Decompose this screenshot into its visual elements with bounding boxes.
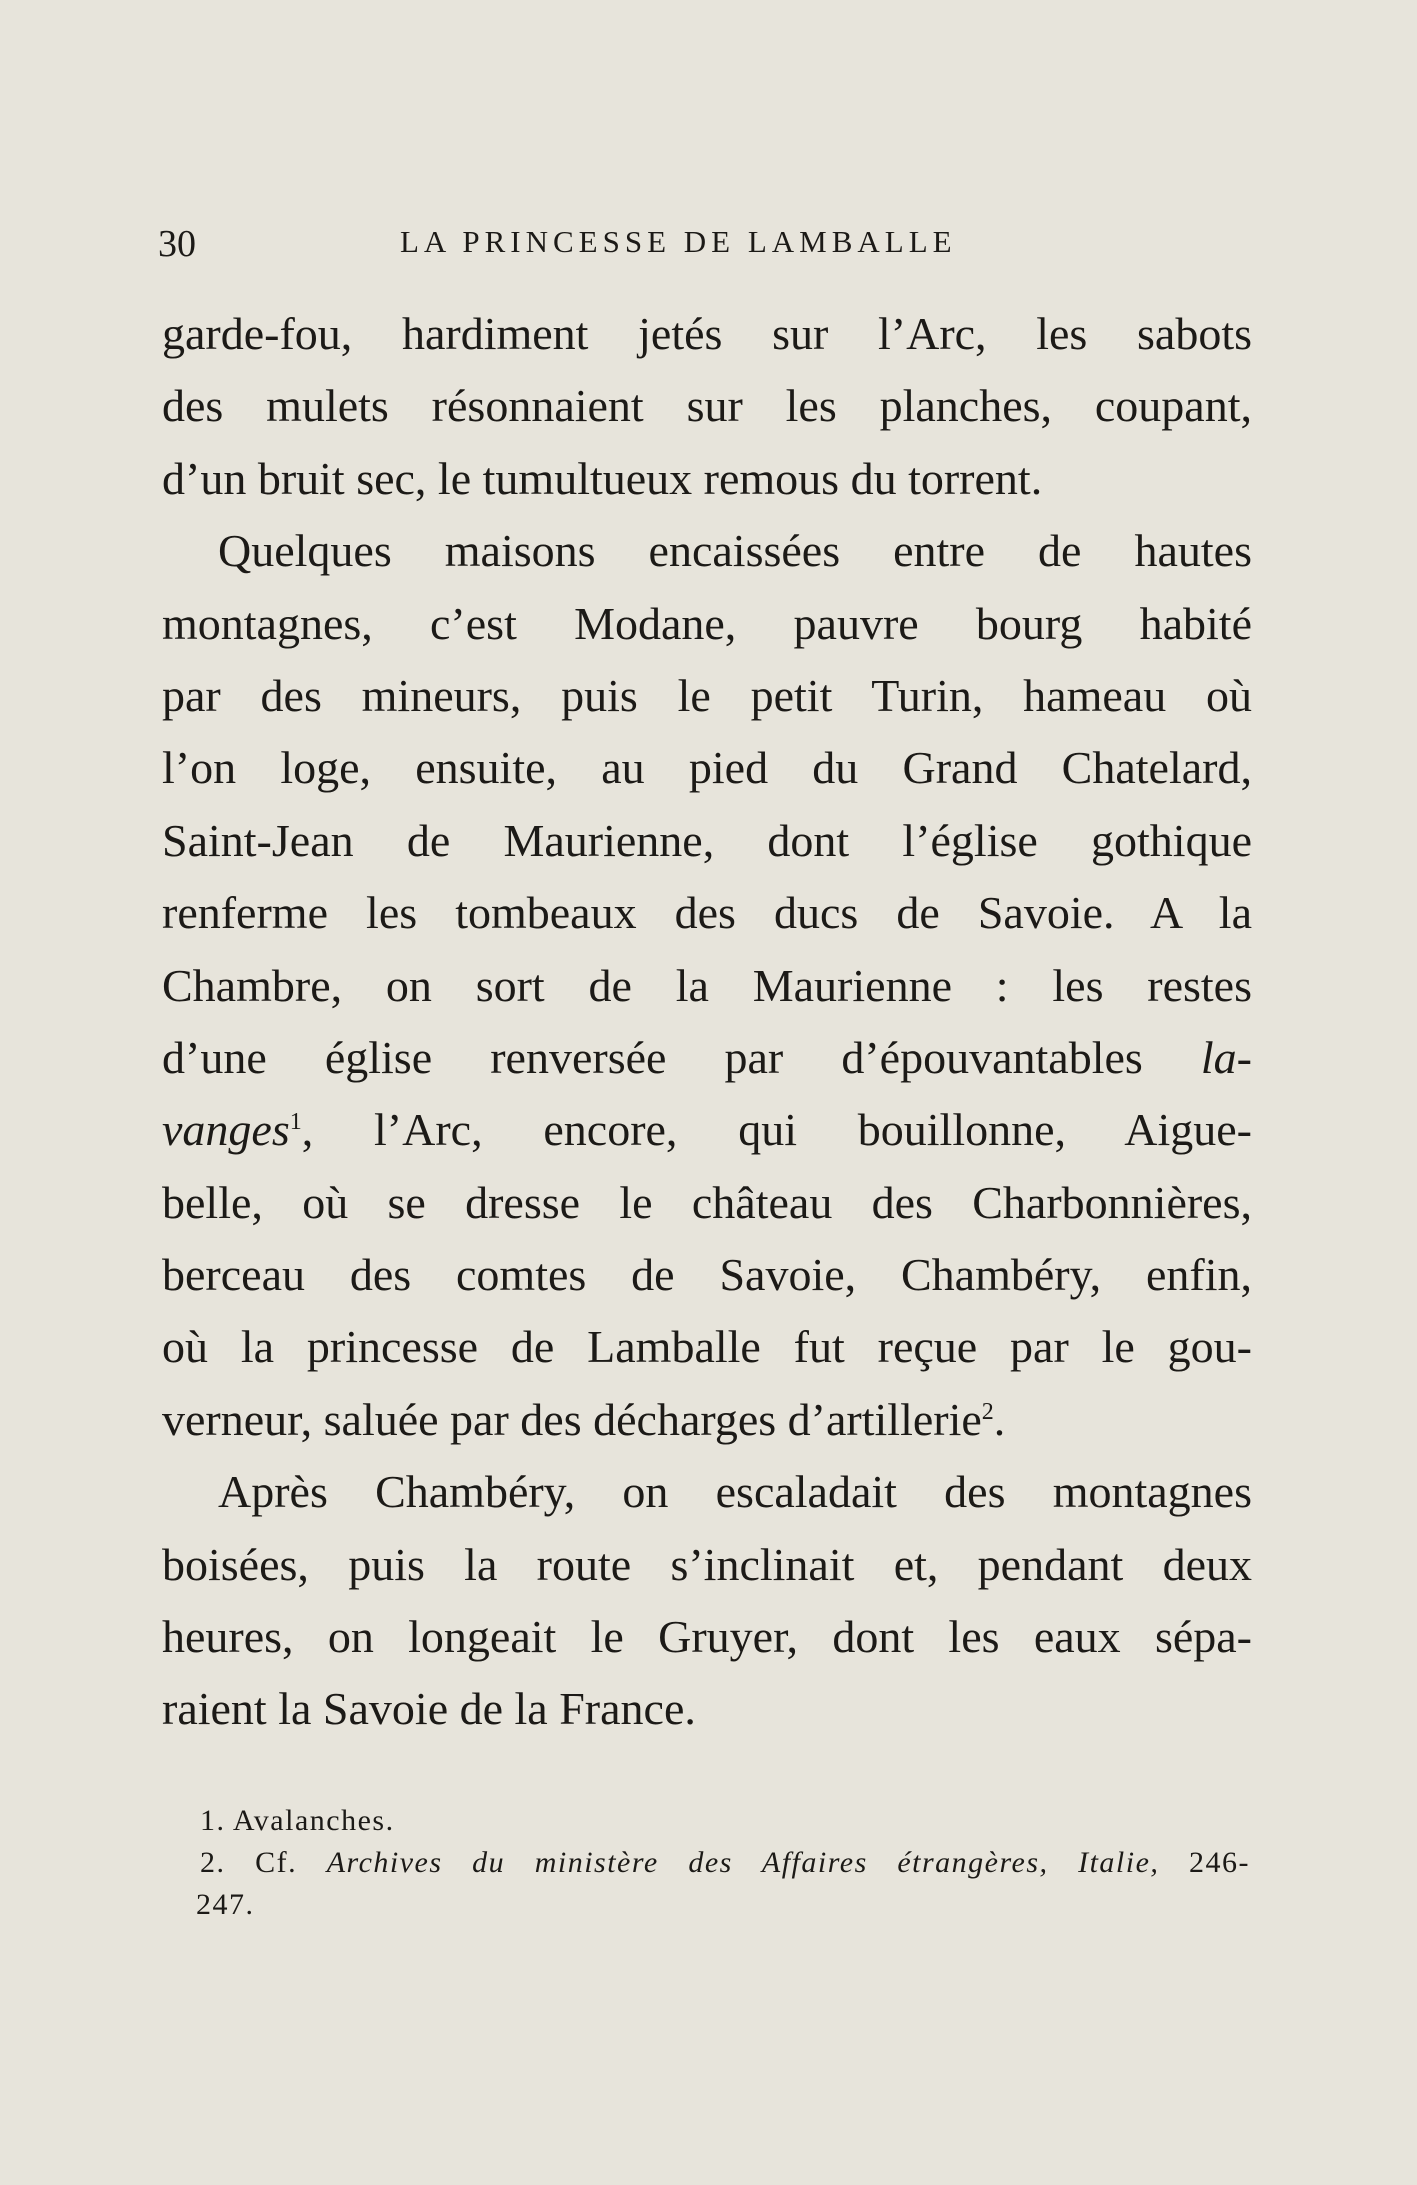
- text-line: berceau des comtes de Savoie, Chambéry, enfin,: [162, 1249, 1252, 1301]
- footnote-number: 2.: [200, 1846, 226, 1879]
- text-line: où la princesse de Lamballe fut reçue par le gou-: [162, 1321, 1252, 1373]
- text-line: Chambre, on sort de la Maurienne : les restes: [162, 959, 1252, 1011]
- text-line: raient la Savoie de la France.: [162, 1683, 696, 1735]
- footnote-pages: 247.: [196, 1888, 255, 1921]
- footnote-2: [200, 1842, 1250, 1884]
- body-text: [162, 298, 1252, 1746]
- footnotes: [196, 1800, 1251, 1926]
- text-line: garde-fou, hardiment jetés sur l’Arc, les sabots: [162, 308, 1252, 359]
- text-line: [162, 1384, 1252, 1456]
- footnote-text: Cf.: [255, 1846, 298, 1879]
- text-line: Saint-Jean de Maurienne, dont l’église gothique: [162, 814, 1252, 866]
- text-line: belle, où se dresse le château des Charbonnières,: [162, 1176, 1252, 1228]
- text-segment: .: [993, 1393, 1006, 1445]
- text-line: [162, 1022, 1252, 1094]
- footnote-number: 1.: [200, 1804, 226, 1837]
- footnote-italic: Archives du ministère des Affaires étrangères, Italie,: [326, 1846, 1160, 1879]
- footnote-ref: 2: [981, 1398, 994, 1425]
- text-line: Après Chambéry, on escaladait des montagnes: [218, 1466, 1252, 1518]
- text-line: heures, on longeait le Gruyer, dont les eaux sépa-: [162, 1611, 1252, 1663]
- footnote-ref: 1: [289, 1109, 302, 1136]
- footnote-text: Avalanches.: [232, 1804, 395, 1837]
- text-segment: verneur, saluée par des décharges d’artillerie: [162, 1393, 982, 1445]
- text-line: boisées, puis la route s’inclinait et, pendant deux: [162, 1538, 1252, 1590]
- italic-word: la-: [1200, 1031, 1252, 1083]
- text-line: des mulets résonnaient sur les planches, coupant,: [162, 380, 1252, 432]
- text-line: l’on loge, ensuite, au pied du Grand Chatelard,: [162, 742, 1252, 794]
- page-header: [158, 222, 1258, 272]
- text-line: par des mineurs, puis le petit Turin, hameau où: [162, 669, 1252, 721]
- text-line: renferme les tombeaux des ducs de Savoie. A la: [162, 887, 1252, 939]
- footnote-2-continued: [196, 1884, 1250, 1926]
- footnote-pages: 246-: [1189, 1846, 1251, 1879]
- text-line: d’un bruit sec, le tumultueux remous du torrent.: [162, 452, 1043, 504]
- text-line: [162, 1094, 1252, 1166]
- running-title: LA PRINCESSE DE LAMBALLE: [400, 224, 957, 259]
- text-line: Quelques maisons encaissées entre de hautes: [218, 525, 1252, 577]
- footnote-1: [200, 1800, 1250, 1842]
- page-number: 30: [158, 223, 196, 265]
- text-segment: d’une église renversée par d’épouvantables: [162, 1031, 1143, 1083]
- italic-word: vanges: [162, 1104, 290, 1156]
- text-segment: , l’Arc, encore, qui bouillonne, Aigue-: [301, 1104, 1252, 1156]
- text-line: montagnes, c’est Modane, pauvre bourg habité: [162, 597, 1252, 649]
